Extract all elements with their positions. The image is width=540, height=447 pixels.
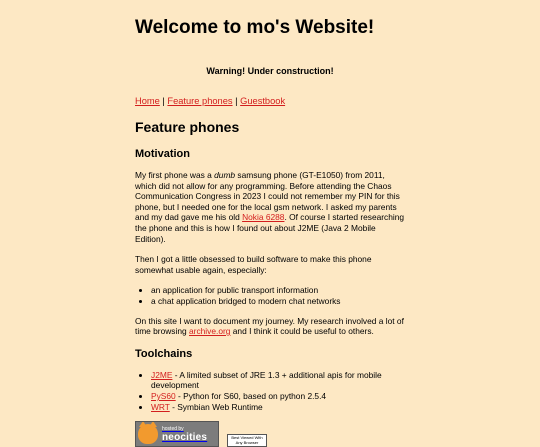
motivation-paragraph-2: Then I got a little obsessed to build software to make this phone somewhat usable again, especially: — [135, 254, 372, 275]
toolchains-list — [135, 370, 405, 412]
text-span: . Of course I started researching the phone and this is how I found out about J2ME (Java 2 Mobile Edition). — [135, 212, 405, 244]
construction-warning: Warning! Under construction! — [206, 66, 334, 76]
nav-link-home[interactable]: Home — [135, 96, 160, 106]
list-item — [151, 370, 405, 391]
pys60-link[interactable]: PyS60 — [151, 390, 176, 401]
text-span: samsung phone (GT-E1050) from 2011, which did not allow for any programming. Before attending the Chaos Communication Congress in 2023 I could not remember my PIN for this phone, but I needed one for the local gsm network. I asked my parents and my dad gave me his old — [135, 170, 400, 223]
nav-bar — [135, 96, 405, 106]
neocities-badge[interactable] — [135, 421, 219, 447]
cat-icon — [138, 424, 158, 444]
badge-big-text: neocities — [162, 431, 208, 443]
badge-line: Best Viewed With — [231, 435, 263, 441]
text-span: and I think it could be useful to others. — [230, 326, 374, 337]
page-content — [135, 0, 405, 447]
wrt-link[interactable]: WRT — [151, 401, 170, 412]
nav-link-guestbook[interactable]: Guestbook — [240, 96, 286, 106]
text-span: On this site I want to document my journey. My research involved a lot of time browsing — [135, 315, 404, 337]
footer-badges — [135, 421, 405, 447]
neocities-badge-text — [162, 426, 207, 443]
emphasis-text: dumb — [214, 170, 236, 180]
archive-org-link[interactable]: archive.org — [189, 326, 231, 337]
motivation-list — [135, 285, 405, 306]
j2me-link[interactable]: J2ME — [151, 369, 173, 380]
toolchain-description: - Symbian Web Runtime — [169, 401, 263, 412]
text-span: My first phone was a — [135, 170, 215, 180]
list-item — [151, 391, 405, 402]
best-viewed-badge — [227, 434, 267, 447]
list-item — [151, 402, 405, 413]
list-item: • an application for public transport information — [151, 285, 405, 296]
toolchain-description: - A limited subset of JRE 1.3 + additional apis for mobile development — [151, 369, 382, 391]
badge-small-text: hosted by — [162, 425, 184, 432]
nav-link-feature-phones[interactable]: Feature phones — [167, 96, 233, 106]
page-heading: Feature phones — [135, 119, 240, 135]
site-title: Welcome to mo's Website! — [135, 17, 375, 38]
motivation-heading: Motivation — [135, 148, 190, 160]
toolchains-heading: Toolchains — [135, 347, 193, 360]
badge-line: Any Browser — [235, 440, 259, 446]
toolchain-description: - Python for S60, based on python 2.5.4 — [175, 390, 327, 401]
motivation-paragraph-1 — [135, 170, 405, 244]
nokia-6288-link[interactable]: Nokia 6288 — [242, 212, 285, 223]
list-item: • a chat application bridged to modern chat networks — [151, 296, 405, 307]
nav-separator: | — [159, 96, 168, 106]
motivation-paragraph-3 — [135, 316, 405, 337]
nav-separator: | — [232, 96, 241, 106]
